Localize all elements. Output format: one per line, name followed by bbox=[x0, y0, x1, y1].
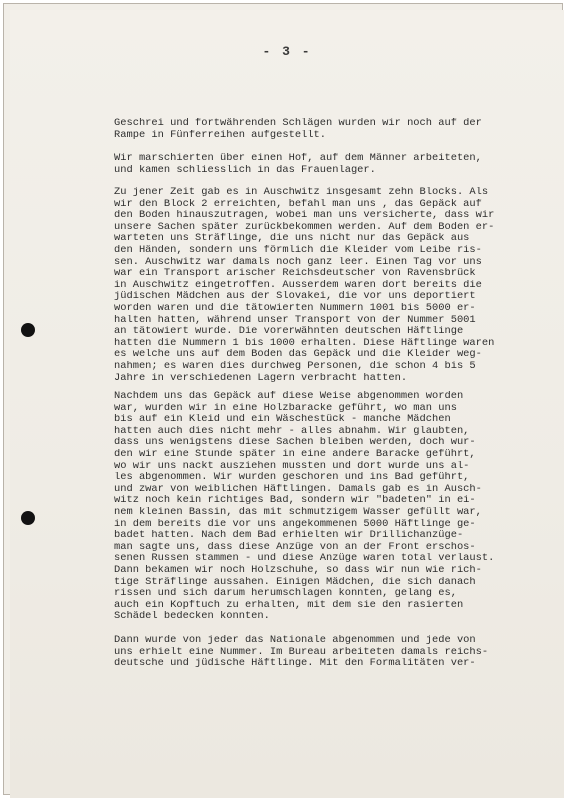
text-line: wo wir uns nackt ausziehen mussten und dort wurde uns al- bbox=[114, 460, 470, 472]
punch-hole bbox=[21, 323, 35, 337]
text-line: Rampe in Fünferreihen aufgestellt. bbox=[114, 129, 327, 141]
text-line: es welche uns auf dem Boden das Gepäck und die Kleider weg- bbox=[114, 349, 482, 361]
text-line: war ein Transport arischer Reichsdeutscher von Ravensbrück bbox=[114, 268, 476, 280]
text-line: den wir eine Stunde später in eine andere Baracke geführt, bbox=[114, 448, 476, 460]
page-number: - 3 - bbox=[262, 44, 312, 59]
text-line: uns erhielt eine Nummer. Im Bureau arbeiteten damals reichs- bbox=[114, 646, 489, 658]
text-line: witz noch kein richtiges Bad, sondern wir "badeten" in ei- bbox=[114, 495, 476, 507]
text-line: hatten auch dies nicht mehr - alles abnahm. Wir glaubten, bbox=[114, 425, 470, 437]
text-line: unsere Sachen später zurückbekommen werden. Auf dem Boden er- bbox=[114, 221, 495, 233]
text-line: Nachdem uns das Gepäck auf diese Weise abgenommen worden bbox=[114, 391, 464, 402]
text-line: bis auf ein Kleid und ein Wäschestück - manche Mädchen bbox=[114, 414, 451, 426]
text-line: wir den Block 2 erreichten, befahl man uns , das Gepäck auf bbox=[114, 198, 482, 210]
text-line: hatten die Nummern 1 bis 1000 erhalten. Diese Häftlinge waren bbox=[114, 337, 495, 349]
text-line: Dann bekamen wir noch Holzschuhe, so dass wir nun wie rich- bbox=[114, 564, 482, 576]
text-line: den Händen, sondern uns förmlich die Kleider vom Leibe ris- bbox=[114, 244, 482, 256]
text-line: Schädel bedecken konnten. bbox=[114, 611, 270, 623]
text-line: warteten uns Sträflinge, die uns nicht nur das Gepäck aus bbox=[114, 233, 470, 245]
text-line: Geschrei und fortwährenden Schlägen wurden wir noch auf der bbox=[114, 118, 482, 129]
text-line: worden waren und die tätowierten Nummern 1001 bis 5000 er- bbox=[114, 302, 476, 314]
scan-frame bbox=[3, 3, 563, 795]
text-line: nahmen; es waren dies durchweg Personen, die schon 4 bis 5 bbox=[114, 360, 476, 372]
text-line: halten hatten, während unser Transport von der Nummer 5001 bbox=[114, 314, 476, 326]
text-line: dass uns wenigstens diese Sachen bleiben werden, doch wur- bbox=[114, 437, 476, 449]
text-line: deutsche und jüdische Häftlinge. Mit den Formalitäten ver- bbox=[114, 658, 476, 670]
text-line: jüdischen Mädchen aus der Slovakei, die vor uns deportiert bbox=[114, 291, 476, 303]
text-line: les abgenommen. Wir wurden geschoren und ins Bad geführt, bbox=[114, 472, 470, 484]
paragraph bbox=[114, 118, 534, 141]
text-line: in dem bereits die vor uns angekommenen 5000 Häftlinge ge- bbox=[114, 518, 476, 530]
text-line: Dann wurde von jeder das Nationale abgenommen und jede von bbox=[114, 635, 476, 646]
text-line: an tätowiert wurde. Die vorerwähnten deutschen Häftlinge bbox=[114, 326, 464, 338]
text-line: und kamen schliesslich in das Frauenlager. bbox=[114, 164, 376, 176]
text-line: Wir marschierten über einen Hof, auf dem Männer arbeiteten, bbox=[114, 153, 482, 164]
text-line: sen. Auschwitz war damals noch ganz leer. Einen Tag vor uns bbox=[114, 256, 482, 268]
text-line: rissen und sich darum herumschlagen konnten, gelang es, bbox=[114, 588, 457, 600]
punch-hole bbox=[21, 511, 35, 525]
text-line: man sagte uns, dass diese Anzüge von an der Front erschos- bbox=[114, 541, 476, 553]
paragraph bbox=[114, 391, 534, 623]
text-line: nem kleinen Bassin, das mit schmutzigem Wasser gefüllt war, bbox=[114, 506, 482, 518]
paragraph bbox=[114, 635, 534, 670]
text-line: senen Russen stammen - und diese Anzüge waren total verlaust. bbox=[114, 553, 495, 565]
text-line: auch ein Kopftuch zu erhalten, mit dem sie den rasierten bbox=[114, 599, 464, 611]
text-line: Zu jener Zeit gab es in Auschwitz insgesamt zehn Blocks. Als bbox=[114, 187, 489, 198]
paragraph bbox=[114, 187, 534, 384]
text-line: in Auschwitz eingetroffen. Ausserdem waren dort bereits die bbox=[114, 279, 482, 291]
text-line: den Boden hinauszutragen, wobei man uns versicherte, dass wir bbox=[114, 210, 495, 222]
document-page bbox=[10, 10, 564, 798]
text-line: badet hatten. Nach dem Bad erhielten wir Drillichanzüge- bbox=[114, 530, 464, 542]
text-line: Jahre in verschiedenen Lagern verbracht hatten. bbox=[114, 372, 408, 384]
text-line: tige Sträflinge aussahen. Einigen Mädchen, die sich danach bbox=[114, 576, 476, 588]
text-line: und zwar von weiblichen Häftlingen. Damals gab es in Ausch- bbox=[114, 483, 482, 495]
paragraph bbox=[114, 153, 534, 176]
text-line: war, wurden wir in eine Holzbaracke geführt, wo man uns bbox=[114, 402, 457, 414]
